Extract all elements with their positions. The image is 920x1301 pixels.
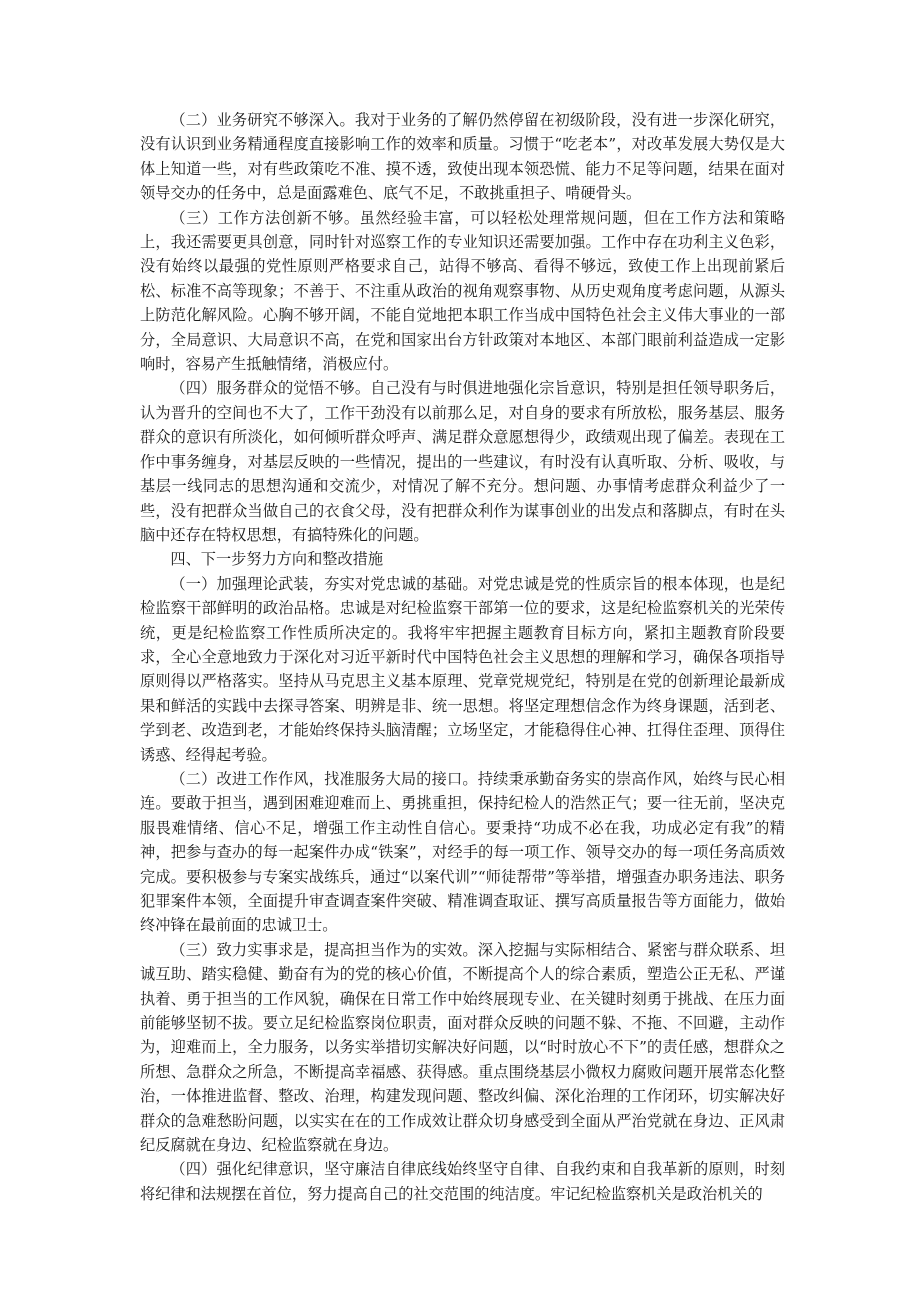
paragraph-business-research: （二）业务研究不够深入。我对于业务的了解仍然停留在初级阶段，没有进一步深化研究，没有认识到业务精通程度直接影响工作的效率和质量。习惯于“吃老本”，对改革发展大势仅是大体上知道一些，对有些政策吃不准、摸不透，致使出现本领恐慌、能力不足等问题，结果在面对领导交办的任务中，总是面露难色、底气不足，不敢挑重担子、啃硬骨头。	[140, 111, 785, 203]
paragraph-work-method: （三）工作方法创新不够。虽然经验丰富，可以轻松处理常规问题，但在工作方法和策略上，我还需要更具创意，同时针对巡察工作的专业知识还需要加强。工作中存在功利主义色彩，没有始终以最强的党性原则严格要求自己，站得不够高、看得不够远，致使工作上出现前紧后松、标准不高等现象；不善于、不注重从政治的视角观察事物、从历史观角度考虑问题，从源头上防范化解风险。心胸不够开阔，不能自觉地把本职工作当成中国特色社会主义伟大事业的一部分，全局意识、大局意识不高，在党和国家出台方针政策对本地区、本部门眼前利益造成一定影响时，容易产生抵触情绪，消极应付。	[140, 208, 785, 374]
paragraph-serve-masses: （四）服务群众的觉悟不够。自己没有与时俱进地强化宗旨意识，特别是担任领导职务后，认为晋升的空间也不大了，工作干劲没有以前那么足，对自身的要求有所放松，服务基层、服务群众的意识有所淡化，如何倾听群众呼声、满足群众意愿想得少，政绩观出现了偏差。表现在工作中事务缠身，对基层反映的一些情况，提出的一些建议，有时没有认真听取、分析、吸收，与基层一线同志的思想沟通和交流少，对情况了解不充分。想问题、办事情考虑群众利益少了一些，没有把群众当做自己的衣食父母，没有把群众利作为谋事创业的出发点和落脚点，有时在头脑中还存在特权思想，有搞特殊化的问题。	[140, 379, 785, 544]
paragraph-seek-truth: （三）致力实事求是，提高担当作为的实效。深入挖掘与实际相结合、紧密与群众联系、坦诚互助、踏实稳健、勤奋有为的党的核心价值，不断提高个人的综合素质，塑造公正无私、严谨执着、勇于担当的工作风貌，确保在日常工作中始终展现专业、在关键时刻勇于挑战、在压力面前能够坚韧不拔。要立足纪检监察岗位职责，面对群众反映的问题不躲、不拖、不回避，主动作为，迎难而上，全力服务，以务实举措切实解决好问题，以“时时放心不下”的责任感，想群众之所想、急群众之所急，不断提高幸福感、获得感。重点围绕基层小微权力腐败问题开展常态化整治，一体推进监督、整改、治理，构建发现问题、整改纠偏、深化治理的工作闭环，切实解决好群众的急难愁盼问题，以实实在在的工作成效让群众切身感受到全面从严治党就在身边、正风肃纪反腐就在身边、纪检监察就在身边。	[140, 940, 785, 1155]
paragraph-theory-arming: （一）加强理论武装，夯实对党忠诚的基础。对党忠诚是党的性质宗旨的根本体现，也是纪检监察干部鲜明的政治品格。忠诚是对纪检监察干部第一位的要求，这是纪检监察机关的光荣传统，更是纪检监察工作性质所决定的。我将牢牢把握主题教育目标方向，紧扣主题教育阶段要求，全心全意地致力于深化对习近平新时代中国特色社会主义思想的理解和学习，确保各项指导原则得以严格落实。坚持从马克思主义基本原理、党章党规党纪，特别是在党的创新理论最新成果和鲜活的实践中去探寻答案、明辨是非、统一思想。将坚定理想信念作为终身课题，活到老、学到老、改造到老，才能始终保持头脑清醒；立场坚定，才能稳得住心神、扛得住歪理、顶得住诱惑、经得起考验。	[140, 574, 785, 764]
section-heading-next-steps: 四、下一步努力方向和整改措施	[170, 550, 384, 569]
paragraph-discipline: （四）强化纪律意识，坚守廉洁自律底线始终坚守自律、自我约束和自我革新的原则，时刻将纪律和法规摆在首位，努力提高自己的社交范围的纯洁度。牢记纪检监察机关是政治机关的	[140, 1160, 785, 1203]
paragraph-work-style: （二）改进工作作风，找准服务大局的接口。持续秉承勤奋务实的崇高作风，始终与民心相连。要敢于担当，遇到困难迎难而上、勇挑重担，保持纪检人的浩然正气；要一往无前，坚决克服畏难情绪、信心不足，增强工作主动性自信心。要秉持“功成不必在我，功成必定有我”的精神，把参与查办的每一起案件办成“铁案”，对经手的每一项工作、领导交办的每一项任务高质效完成。要积极参与专案实战练兵，通过“以案代训”“师徒帮带”等举措，增强查办职务违法、职务犯罪案件本领，全面提升审查调查案件突破、精准调查取证、撰写高质量报告等方面能力，做始终冲锋在最前面的忠诚卫士。	[140, 769, 785, 935]
document-body	[140, 108, 785, 1206]
